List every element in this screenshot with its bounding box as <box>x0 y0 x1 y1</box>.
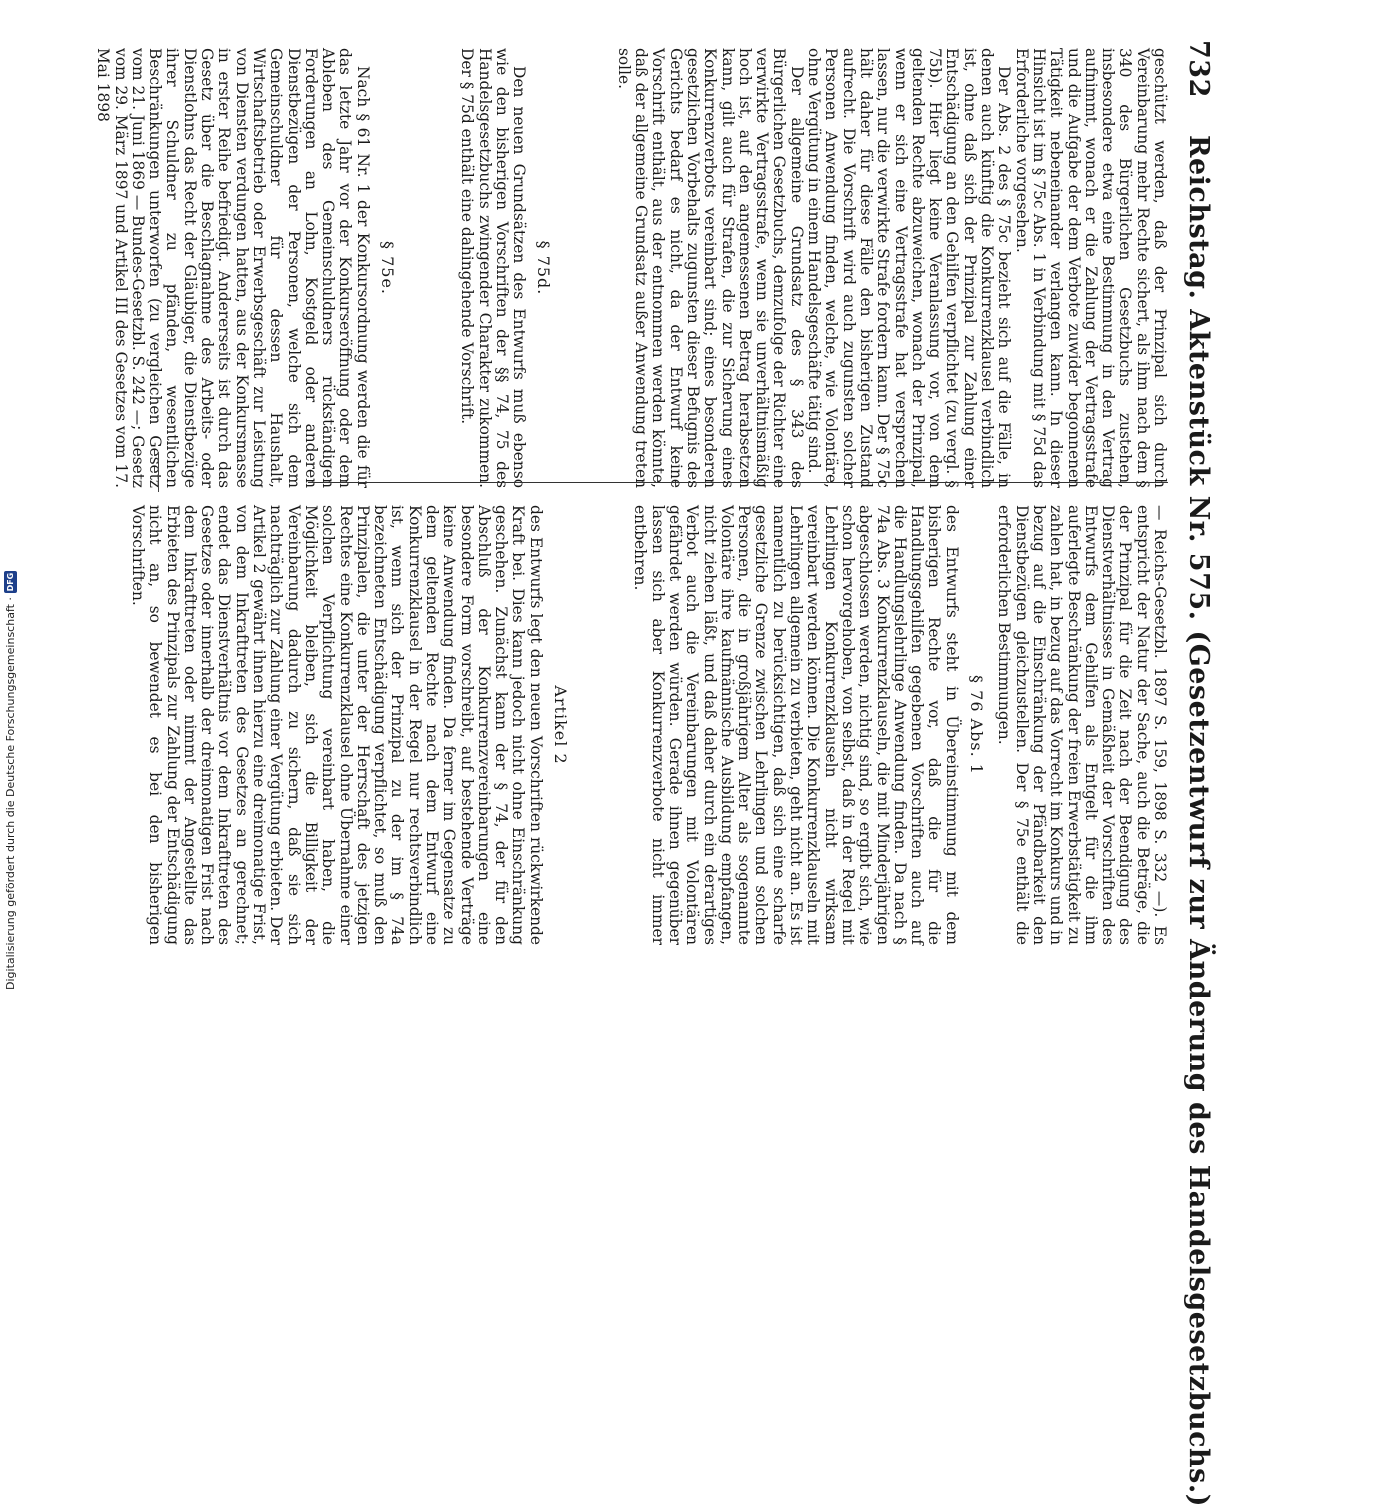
paragraph: Der Abs. 2 des § 75c bezieht sich auf die Fälle, in denen auch künftig die Konkurrenzklausel verbindlich ist, ohne daß sich der Prinzipal zur Zahlung einer Entschädigung an den Gehilfen verpflichtet (zu vergl. § 75b). Hier liegt keine Veranlassung vor, von dem geltenden Rechte abzuweichen, wonach der Prinzipal, wenn er sich eine Vertragsstrafe hat versprechen lassen, nur die verwirkte Strafe fordern kann. Der § 75c hält daher für diese Fälle den bisherigen Zustand aufrecht. Die Vorschrift wird auch zugunsten solcher Personen Anwendung finden, welche, wie Volontäre, ohne Vergütung in einem Handelsgeschäfte tätig sind. <box>805 48 1014 488</box>
section-heading-76: § 76 Abs. 1 <box>967 675 987 775</box>
paragraph: des Entwurfs legt den neuen Vorschriften rückwirkende Kraft bei. Dies kann jedoch nicht ohne Einschränkung geschehen. Zunächst kann der § 74, der für den Abschluß der Konkurrenzvereinbarungen eine besondere Form vorschreibt, auf bestehende Verträge keine Anwendung finden. Da ferner im Gegensatze zu dem geltenden Rechte nach dem Entwurf eine Konkurrenzklausel in der Regel nur rechtsverbindlich ist, wenn sich der Prinzipal zu der im § 74a bezeichneten Entschädigung verpflichtet, so muß den Prinzipalen, die unter der Herrschaft des jetzigen Rechtes eine Konkurrenzklausel ohne Übernahme einer solchen Verpflichtung vereinbart haben, die Möglichkeit bleiben, sich die Billigkeit der Vereinbarung dadurch zu sichern, daß sie sich nachträglich zur Zahlung einer Vergütung erbieten. Der Artikel 2 gewährt ihnen hierzu eine dreimonatige Frist, von dem Inkrafttreten des Gesetzes an gerechnet; endet das Dienstverhältnis vor dem Inkrafttreten des Gesetzes oder innerhalb der dreimonatigen Frist nach dem Inkrafttreten oder nimmt der Angestellte das Erbieten des Prinzipals zur Zahlung der Entschädigung nicht an, so bewendet es bei den bisherigen Vorschriften. <box>128 505 545 945</box>
page-header <box>1174 40 1214 1507</box>
digitization-attribution <box>4 571 17 990</box>
paragraph: des Entwurfs steht in Übereinstimmung mit dem bisherigen Rechte vor, daß die für die Handlungsgehilfen gegebenen Vorschriften auch auf die Handlungslehrlinge Anwendung finden. Da nach § 74a Abs. 3 Konkurrenzklauseln, die mit Minderjährigen abgeschlossen werden, nichtig sind, so ergibt sich, wie schon hervorgehoben, von selbst, daß in der Regel mit Lehrlingen Konkurrenzklauseln nicht wirksam vereinbart werden können. Die Konkurrenzklauseln mit Lehrlingen allgemein zu verbieten, geht nicht an. Es ist namentlich zu berücksichtigen, daß sich eine scharfe gesetzliche Grenze zwischen Lehrlingen und solchen Personen, die in großjährigem Alter als sogenannte Volontäre ihre kaufmännische Ausbildung empfangen, nicht ziehen läßt, und daß daher durch ein derartiges Verbot auch die Vereinbarungen mit Volontären gefährdet werden würden. Gerade ihnen gegenüber lassen sich aber Konkurrenzverbote nicht immer entbehren. <box>631 505 961 945</box>
right-text-column <box>129 505 1168 945</box>
scan-artifact-line <box>158 452 159 492</box>
paragraph: geschützt werden, daß der Prinzipal sich durch Vereinbarung mehr Rechte sichert, als ihm nach dem § 340 des Bürgerlichen Gesetzbuchs zustehen, insbesondere etwa eine Bestimmung in den Vertrag aufnimmt, wonach er die Zahlung der Vertragsstrafe und die Aufgabe der dem Verbote zuwider begonnenen Tätigkeit nebeneinander verlangen kann. In dieser Hinsicht ist im § 75c Abs. 1 in Verbindung mit § 75d das Erforderliche vorgesehen. <box>1012 48 1169 488</box>
section-heading-artikel-2: Artikel 2 <box>551 685 571 765</box>
document-page <box>40 0 1220 1507</box>
attribution-text: Digitalisierung gefördert durch die Deutsche Forschungsgemeinschaft · <box>4 597 17 990</box>
paragraph: Nach § 61 Nr. 1 der Konkursordnung werden die für das letzte Jahr vor der Konkurseröffnung oder dem Ableben des Gemeinschuldners rückständigen Forderungen an Lohn, Kostgeld oder anderen Dienstbezügen der Personen, welche sich dem Gemeinschuldner für dessen Haushalt, Wirtschaftsbetrieb oder Erwerbsgeschäft zur Leistung von Diensten verdungen hatten, aus der Konkursmasse in erster Reihe befriedigt. Andererseits ist durch das Gesetz über die Beschlagnahme des Arbeits- oder Dienstlohns das Recht der Gläubiger, die Dienstbezüge ihrer Schuldner zu pfänden, wesentlichen Beschränkungen unterworfen (zu vergleichen Gesetz vom 21. Juni 1869 — Bundes-Gesetzbl. S. 242 —; Gesetz vom 29. März 1897 und Artikel III des Gesetzes vom 17. Mai 1898 <box>94 48 372 488</box>
left-text-column <box>94 48 1168 488</box>
paragraph: Den neuen Grundsätzen des Entwurfs muß ebenso wie den bisherigen Vorschriften der §§ 74, 75 des Handelsgesetzbuchs zwingender Charakter zukommen. Der § 75d enthält eine dahingehende Vorschrift. <box>458 48 529 488</box>
running-title: Reichstag. Aktenstück Nr. 575. (Gesetzentwurf zur Änderung des Handelsgesetzbuchs.) <box>1183 135 1214 1507</box>
column-divider <box>308 482 1168 483</box>
paragraph: — Reichs-Gesetzbl. 1897 S. 159, 1898 S. 332 —). Es entspricht der Natur der Sache, auch die Beträge, die der Prinzipal für die Zeit nach der Beendigung des Dienstverhältnisses in Gemäßheit der Vorschriften des Entwurfs dem Gehilfen als Entgelt für die ihm auferlegte Beschränkung der freien Erwerbstätigkeit zu zahlen hat, in bezug auf das Vorrecht im Konkurs und in bezug auf die Einschränkung der Pfändbarkeit den Dienstbezügen gleichzustellen. Der § 75e enthält die erforderlichen Bestimmungen. <box>995 505 1169 945</box>
dfg-logo-icon: DFG <box>6 572 15 592</box>
section-heading-75e: § 75e. <box>378 241 398 295</box>
page-number: 732 <box>1183 40 1214 98</box>
paragraph: Der allgemeine Grundsatz des § 343 des Bürgerlichen Gesetzbuchs, demzufolge der Richter eine verwirkte Vertragsstrafe, wenn sie unverhältnismäßig hoch ist, auf den angemessenen Betrag herabsetzen kann, gilt auch für Strafen, die zur Sicherung eines Konkurrenzverbots vereinbart sind; eines besonderen gesetzlichen Vorbehalts zugunsten dieser Befugnis des Gerichts bedarf es nicht, da der Entwurf keine Vorschrift enthält, aus der entnommen werden könnte, daß der allgemeine Grundsatz außer Anwendung treten solle. <box>614 48 806 488</box>
section-heading-75d: § 75d. <box>534 240 554 296</box>
